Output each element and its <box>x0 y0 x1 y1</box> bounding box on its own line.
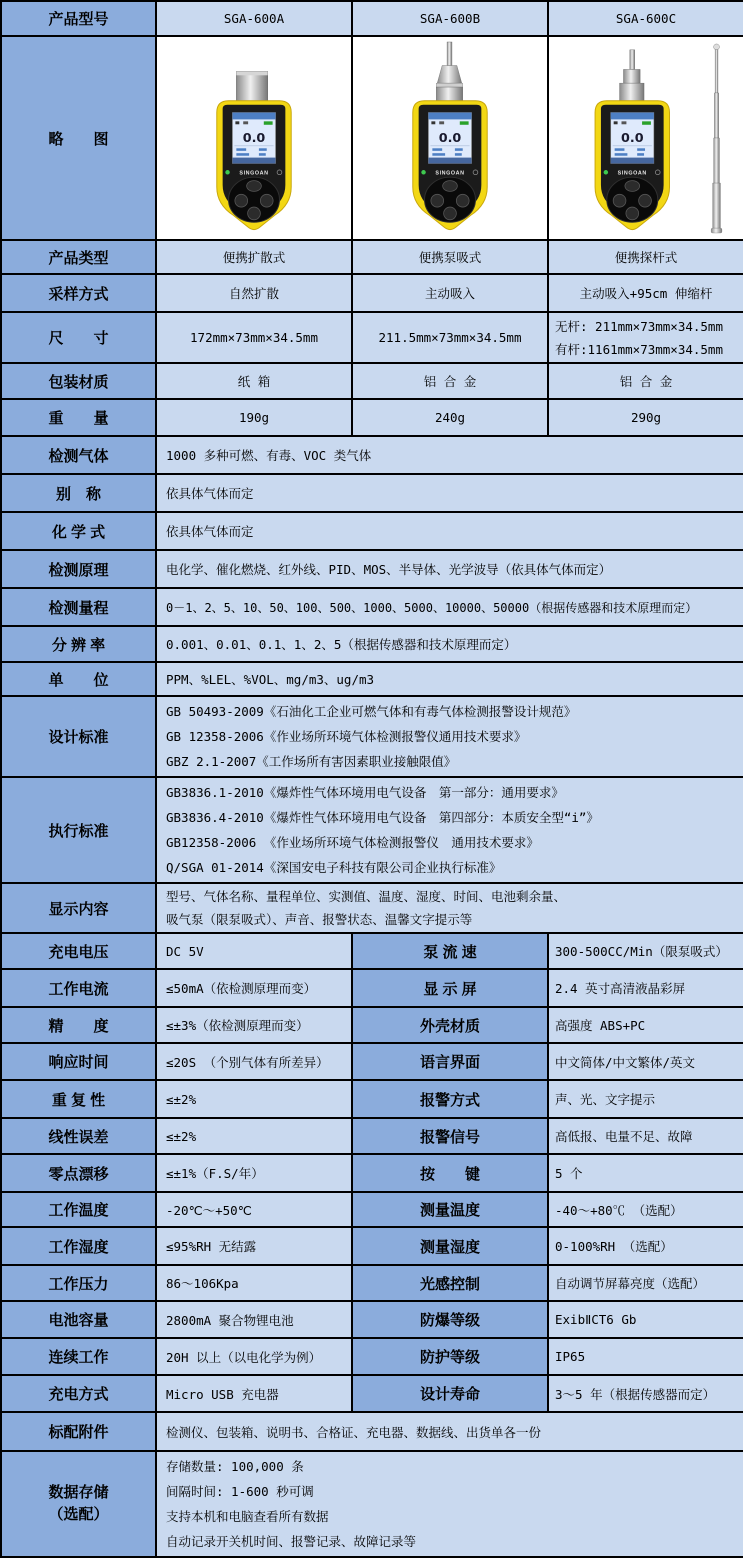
table-row-design-standards <box>1 696 743 777</box>
cell <box>156 777 743 883</box>
cell: DC 5V <box>156 933 352 969</box>
device-image-cell-c <box>548 36 743 240</box>
cell: ≤±2% <box>156 1118 352 1154</box>
row-label: 分 辨 率 <box>1 626 156 662</box>
cell: ≤50mA（依检测原理而变） <box>156 969 352 1007</box>
cell: 172mm×73mm×34.5mm <box>156 312 352 363</box>
cell: 高强度 ABS+PC <box>548 1007 743 1043</box>
cell: -20℃～+50℃ <box>156 1192 352 1227</box>
cell: 检测仪、包装箱、说明书、合格证、充电器、数据线、出货单各一份 <box>156 1412 743 1451</box>
table-row <box>1 512 743 550</box>
table-row-model <box>1 1 743 36</box>
row-label: 工作电流 <box>1 969 156 1007</box>
gas-detector-pump-image <box>354 38 546 238</box>
storage-label-line: 数据存储 <box>48 1484 109 1501</box>
row-label: 尺 寸 <box>1 312 156 363</box>
display-line: 吸气泵（限泵吸式）、声音、报警状态、温馨文字提示等 <box>166 912 473 927</box>
cell: 3～5 年（根据传感器而定） <box>548 1375 743 1412</box>
cell: 190g <box>156 399 352 436</box>
cell: 2.4 英寸高清液晶彩屏 <box>548 969 743 1007</box>
cell: ≤95%RH 无结露 <box>156 1227 352 1265</box>
cell <box>156 883 743 933</box>
standard-line: GB 50493-2009《石油化工企业可燃气体和有毒气体检测报警设计规范》 <box>166 704 577 719</box>
table-row <box>1 1118 743 1154</box>
row-label: 工作压力 <box>1 1265 156 1301</box>
cell: PPM、%LEL、%VOL、mg/m3、ug/m3 <box>156 662 743 696</box>
cell: ≤±3%（依检测原理而变） <box>156 1007 352 1043</box>
row-label: 设计标准 <box>1 696 156 777</box>
table-row-data-storage <box>1 1451 743 1557</box>
table-row-sketch <box>1 36 743 240</box>
table-row <box>1 1154 743 1192</box>
table-row-display-content <box>1 883 743 933</box>
model-b-cell: SGA-600B <box>352 1 548 36</box>
cell: 主动吸入 <box>352 274 548 312</box>
cell: ≤±2% <box>156 1080 352 1118</box>
table-row <box>1 436 743 474</box>
row-label: 精 度 <box>1 1007 156 1043</box>
table-row <box>1 1301 743 1338</box>
cell: 290g <box>548 399 743 436</box>
cell: 0－1、2、5、10、50、100、500、1000、5000、10000、50000（根据传感器和技术原理而定） <box>156 588 743 626</box>
table-row <box>1 274 743 312</box>
row-label-sketch: 略 图 <box>1 36 156 240</box>
table-row <box>1 1375 743 1412</box>
standard-line: Q/SGA 01-2014《深国安电子科技有限公司企业执行标准》 <box>166 860 502 875</box>
row-label: 检测原理 <box>1 550 156 588</box>
row-label: 光感控制 <box>352 1265 548 1301</box>
row-label: 按 键 <box>352 1154 548 1192</box>
row-label: 标配附件 <box>1 1412 156 1451</box>
row-label-model: 产品型号 <box>1 1 156 36</box>
gas-detector-diffusion-image <box>158 38 350 238</box>
cell: ≤±1%（F.S/年） <box>156 1154 352 1192</box>
row-label: 响应时间 <box>1 1043 156 1080</box>
standard-line: GBZ 2.1-2007《工作场所有害因素职业接触限值》 <box>166 754 457 769</box>
cell: 依具体气体而定 <box>156 474 743 512</box>
model-c-cell: SGA-600C <box>548 1 743 36</box>
standard-line: GB3836.1-2010《爆炸性气体环境用电气设备 第一部分：通用要求》 <box>166 785 564 800</box>
row-label: 线性误差 <box>1 1118 156 1154</box>
cell: 纸 箱 <box>156 363 352 399</box>
standard-line: GB 12358-2006《作业场所环境气体检测报警仪通用技术要求》 <box>166 729 527 744</box>
cell: 自然扩散 <box>156 274 352 312</box>
storage-line: 支持本机和电脑查看所有数据 <box>166 1509 329 1524</box>
table-row <box>1 1265 743 1301</box>
table-row <box>1 588 743 626</box>
table-row-accessories <box>1 1412 743 1451</box>
row-label: 工作温度 <box>1 1192 156 1227</box>
cell: 自动调节屏幕亮度（选配） <box>548 1265 743 1301</box>
row-label: 测量湿度 <box>352 1227 548 1265</box>
row-label: 采样方式 <box>1 274 156 312</box>
storage-line: 自动记录开关机时间、报警记录、故障记录等 <box>166 1534 417 1549</box>
gas-detector-probe-image <box>550 38 742 238</box>
cell: 300-500CC/Min（限泵吸式） <box>548 933 743 969</box>
row-label: 充电方式 <box>1 1375 156 1412</box>
row-label: 执行标准 <box>1 777 156 883</box>
cell: 声、光、文字提示 <box>548 1080 743 1118</box>
row-label <box>1 1451 156 1557</box>
row-label: 重 量 <box>1 399 156 436</box>
storage-label-line: （选配） <box>48 1506 109 1523</box>
standard-line: GB3836.4-2010《爆炸性气体环境用电气设备 第四部分：本质安全型“i”》 <box>166 810 599 825</box>
table-row <box>1 626 743 662</box>
row-label: 化 学 式 <box>1 512 156 550</box>
cell: IP65 <box>548 1338 743 1375</box>
cell: 1000 多种可燃、有毒、VOC 类气体 <box>156 436 743 474</box>
storage-line: 存储数量: 100,000 条 <box>166 1459 304 1474</box>
cell: 20H 以上（以电化学为例） <box>156 1338 352 1375</box>
table-row <box>1 1043 743 1080</box>
table-row <box>1 969 743 1007</box>
model-a-cell: SGA-600A <box>156 1 352 36</box>
row-label: 电池容量 <box>1 1301 156 1338</box>
table-row <box>1 399 743 436</box>
cell: ≤20S （个别气体有所差异） <box>156 1043 352 1080</box>
table-row <box>1 1192 743 1227</box>
row-label: 显示内容 <box>1 883 156 933</box>
table-row <box>1 550 743 588</box>
cell: Micro USB 充电器 <box>156 1375 352 1412</box>
table-row <box>1 1007 743 1043</box>
cell: 便携泵吸式 <box>352 240 548 274</box>
table-row <box>1 933 743 969</box>
storage-line: 间隔时间: 1-600 秒可调 <box>166 1484 314 1499</box>
pump-inlet-rod <box>447 42 452 66</box>
cell <box>548 312 743 363</box>
cell <box>156 696 743 777</box>
row-label: 连续工作 <box>1 1338 156 1375</box>
cell: -40～+80℃ （选配） <box>548 1192 743 1227</box>
cell: 211.5mm×73mm×34.5mm <box>352 312 548 363</box>
row-label: 外壳材质 <box>352 1007 548 1043</box>
row-label: 语言界面 <box>352 1043 548 1080</box>
row-label: 检测量程 <box>1 588 156 626</box>
cell: 5 个 <box>548 1154 743 1192</box>
table-row <box>1 1227 743 1265</box>
row-label: 报警信号 <box>352 1118 548 1154</box>
display-line: 型号、气体名称、量程单位、实测值、温度、湿度、时间、电池剩余量、 <box>166 889 567 904</box>
row-label: 设计寿命 <box>352 1375 548 1412</box>
cell: 便携探杆式 <box>548 240 743 274</box>
probe-inlet-rod <box>630 50 635 70</box>
cell: 240g <box>352 399 548 436</box>
table-row <box>1 240 743 274</box>
table-row <box>1 662 743 696</box>
standard-line: GB12358-2006 《作业场所环境气体检测报警仪 通用技术要求》 <box>166 835 539 850</box>
row-label: 防护等级 <box>352 1338 548 1375</box>
row-label: 重 复 性 <box>1 1080 156 1118</box>
row-label: 测量温度 <box>352 1192 548 1227</box>
row-label: 充电电压 <box>1 933 156 969</box>
row-label: 显 示 屏 <box>352 969 548 1007</box>
cell: 电化学、催化燃烧、红外线、PID、MOS、半导体、光学波导（依具体气体而定） <box>156 550 743 588</box>
cell: 便携扩散式 <box>156 240 352 274</box>
table-row <box>1 363 743 399</box>
table-row <box>1 474 743 512</box>
row-label: 包装材质 <box>1 363 156 399</box>
size-no-rod: 无杆: 211mm×73mm×34.5mm <box>555 318 723 334</box>
device-image-cell-a <box>156 36 352 240</box>
row-label: 工作湿度 <box>1 1227 156 1265</box>
cell: 铝 合 金 <box>352 363 548 399</box>
cell: ExibⅡCT6 Gb <box>548 1301 743 1338</box>
row-label: 泵 流 速 <box>352 933 548 969</box>
table-row <box>1 1338 743 1375</box>
row-label: 检测气体 <box>1 436 156 474</box>
cell: 2800mA 聚合物锂电池 <box>156 1301 352 1338</box>
row-label: 防爆等级 <box>352 1301 548 1338</box>
device-image-cell-b <box>352 36 548 240</box>
cell: 依具体气体而定 <box>156 512 743 550</box>
telescopic-rod <box>711 44 722 233</box>
table-row-exec-standards <box>1 777 743 883</box>
cell: 86～106Kpa <box>156 1265 352 1301</box>
sensor-cap <box>236 71 267 100</box>
row-label: 单 位 <box>1 662 156 696</box>
cell: 铝 合 金 <box>548 363 743 399</box>
row-label: 别 称 <box>1 474 156 512</box>
row-label: 零点漂移 <box>1 1154 156 1192</box>
table-row <box>1 1080 743 1118</box>
row-label: 报警方式 <box>352 1080 548 1118</box>
row-label: 产品类型 <box>1 240 156 274</box>
cell: 高低报、电量不足、故障 <box>548 1118 743 1154</box>
cell: 0-100%RH （选配） <box>548 1227 743 1265</box>
cell: 中文简体/中文繁体/英文 <box>548 1043 743 1080</box>
table-row <box>1 312 743 363</box>
size-with-rod: 有杆:1161mm×73mm×34.5mm <box>555 341 723 357</box>
cell: 0.001、0.01、0.1、1、2、5（根据传感器和技术原理而定） <box>156 626 743 662</box>
cell: 主动吸入+95cm 伸缩杆 <box>548 274 743 312</box>
cell <box>156 1451 743 1557</box>
